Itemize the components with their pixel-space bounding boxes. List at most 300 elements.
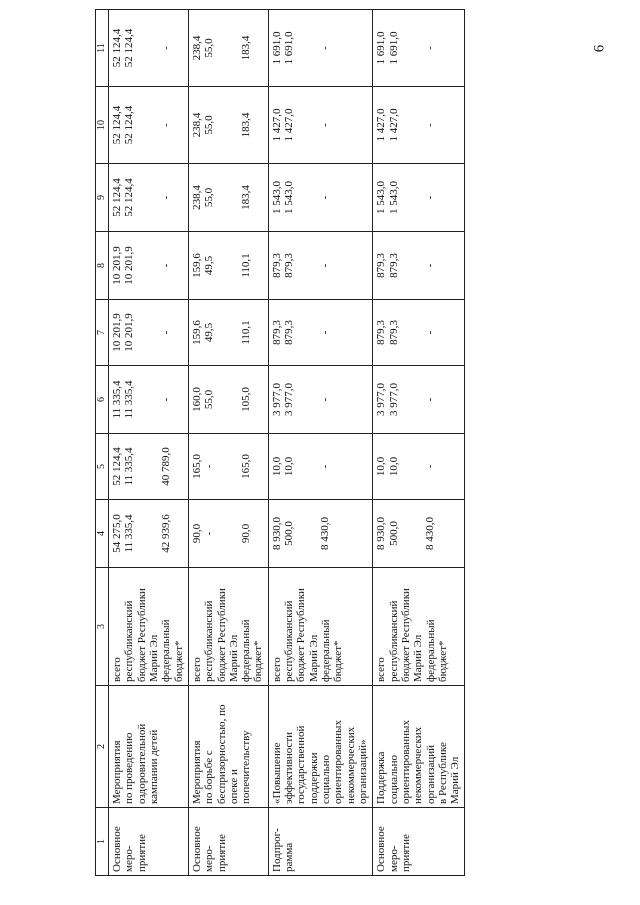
value: - xyxy=(423,123,436,127)
value: - xyxy=(423,46,436,50)
value-cell xyxy=(373,87,465,164)
row-type-cell xyxy=(373,808,465,876)
value: - xyxy=(159,330,172,335)
value: 3 977,0 xyxy=(375,383,388,416)
value-spacer xyxy=(412,437,424,496)
measure-name-line: Мероприятия xyxy=(190,740,203,804)
row-type-cell xyxy=(188,808,268,876)
row-type-line: приятие xyxy=(215,834,228,872)
value: - xyxy=(159,263,172,268)
funding-source-line: Марий Эл xyxy=(227,634,240,682)
value-spacer xyxy=(148,167,160,228)
value-spacer xyxy=(172,90,184,160)
value-cell xyxy=(109,366,189,434)
value-spacer xyxy=(172,167,184,228)
value-spacer xyxy=(172,235,184,296)
measure-name-cell xyxy=(188,686,268,808)
value-spacer xyxy=(252,235,264,296)
value: 1 427,0 xyxy=(283,108,296,142)
value-spacer xyxy=(136,13,148,83)
value: 49,5 xyxy=(203,322,216,343)
value: 1 427,0 xyxy=(375,108,388,142)
value-spacer xyxy=(148,437,160,496)
value: 10,0 xyxy=(375,456,388,477)
value-spacer xyxy=(136,437,148,496)
value-spacer xyxy=(412,90,424,160)
value: - xyxy=(319,397,332,402)
measure-name-line: по борьбе с xyxy=(203,750,216,804)
value-spacer xyxy=(295,167,307,228)
value-cell xyxy=(188,434,268,500)
column-number: 5 xyxy=(96,434,109,500)
row-type-line: Основное xyxy=(375,826,388,872)
value-spacer xyxy=(295,235,307,296)
value-cell xyxy=(268,300,373,366)
measure-name-line: в Республике xyxy=(436,742,449,804)
row-type-line: приятие xyxy=(399,834,412,872)
value-spacer xyxy=(148,235,160,296)
value-spacer xyxy=(412,235,424,296)
value: 238,4 xyxy=(190,185,203,210)
table-row xyxy=(373,10,465,876)
column-number: 6 xyxy=(96,366,109,434)
value-cell xyxy=(268,87,373,164)
value: 879,3 xyxy=(387,253,400,278)
measure-name-line: социально xyxy=(387,754,400,804)
value-spacer xyxy=(172,503,184,564)
value: 8 430,0 xyxy=(423,517,436,550)
value-spacer xyxy=(332,437,344,496)
value: 105,0 xyxy=(239,387,252,412)
funding-source-line: всего xyxy=(270,657,283,682)
value-cell xyxy=(373,300,465,366)
value: 165,0 xyxy=(239,454,252,479)
value-spacer xyxy=(228,503,240,564)
value: 3 977,0 xyxy=(270,383,283,416)
value-spacer xyxy=(228,369,240,430)
value: 1 427,0 xyxy=(270,108,283,142)
value-spacer xyxy=(295,90,307,160)
funding-source-line: бюджет* xyxy=(252,640,265,682)
column-number: 8 xyxy=(96,232,109,300)
value-cell xyxy=(109,10,189,87)
column-number-row xyxy=(96,10,109,876)
measure-name-line: «Повышение xyxy=(270,742,283,804)
value: 42 939,6 xyxy=(159,514,172,553)
funding-source-line: федеральный xyxy=(424,619,437,682)
measure-name-line: опеке и xyxy=(227,769,240,804)
value-spacer xyxy=(252,503,264,564)
value-spacer xyxy=(228,235,240,296)
value: - xyxy=(423,195,436,200)
value-spacer xyxy=(436,437,448,496)
value: 183,4 xyxy=(239,112,252,138)
measure-name-line: попечительству xyxy=(240,730,253,804)
value-spacer xyxy=(172,13,184,83)
value-spacer xyxy=(412,13,424,83)
value: 8 930,0 xyxy=(270,517,283,550)
value-spacer xyxy=(252,303,264,362)
value: 10,0 xyxy=(270,456,283,477)
value-spacer xyxy=(295,303,307,362)
value-spacer xyxy=(412,369,424,430)
funding-source-line: республиканский xyxy=(203,600,216,682)
value: - xyxy=(423,263,436,268)
funding-source-cell xyxy=(188,568,268,686)
value-spacer xyxy=(400,437,412,496)
rotated-table-container xyxy=(95,30,635,876)
value-cell xyxy=(188,500,268,568)
value-spacer xyxy=(136,167,148,228)
value-spacer xyxy=(148,503,160,564)
value: 1 691,0 xyxy=(387,31,400,65)
value: - xyxy=(319,330,332,335)
value-cell xyxy=(188,164,268,232)
value-spacer xyxy=(148,90,160,160)
value-spacer xyxy=(216,235,228,296)
measure-name-line: поддержки xyxy=(307,752,320,804)
value: 1 691,0 xyxy=(375,31,388,65)
value-spacer xyxy=(295,437,307,496)
measure-name-line: некоммерческих xyxy=(412,726,425,804)
column-number: 4 xyxy=(96,500,109,568)
value-cell xyxy=(268,500,373,568)
value: 1 543,0 xyxy=(283,181,296,214)
value-cell xyxy=(188,300,268,366)
measure-name-line: Поддержка xyxy=(375,751,388,804)
value: 879,3 xyxy=(375,253,388,278)
value: 110,1 xyxy=(239,320,252,345)
value-cell xyxy=(188,87,268,164)
value: 500,0 xyxy=(387,521,400,546)
funding-source-line: всего xyxy=(111,657,123,682)
value-cell xyxy=(188,366,268,434)
measure-name-line: эффективности xyxy=(283,731,296,804)
value-spacer xyxy=(412,503,424,564)
value-spacer xyxy=(400,503,412,564)
value: - xyxy=(319,46,332,50)
measure-name-cell xyxy=(268,686,373,808)
value: - xyxy=(423,397,436,402)
value: - xyxy=(159,123,172,127)
value-spacer xyxy=(400,303,412,362)
value-spacer xyxy=(436,303,448,362)
measure-name-line: некоммерческих xyxy=(344,726,357,804)
value-spacer xyxy=(307,13,319,83)
value: 8 930,0 xyxy=(375,517,388,550)
value: - xyxy=(159,195,172,200)
value-spacer xyxy=(332,13,344,83)
value: 52 124,4 xyxy=(111,105,123,145)
value-spacer xyxy=(307,235,319,296)
page-number: 6 xyxy=(591,44,608,53)
measure-name-line: беспризорностью, по xyxy=(215,704,228,804)
funding-source-line: бюджет* xyxy=(436,640,449,682)
value-cell xyxy=(109,164,189,232)
value-spacer xyxy=(216,167,228,228)
value: 11 335,4 xyxy=(123,447,136,486)
value-cell xyxy=(188,232,268,300)
value-spacer xyxy=(436,167,448,228)
value-spacer xyxy=(136,90,148,160)
row-type-cell xyxy=(109,808,189,876)
value: - xyxy=(423,330,436,335)
value-spacer xyxy=(332,369,344,430)
value: 11 335,4 xyxy=(123,514,136,553)
value: 1 427,0 xyxy=(387,108,400,142)
value: 879,3 xyxy=(375,320,388,345)
funding-source-line: бюджет Республики xyxy=(215,588,228,682)
value: 90,0 xyxy=(190,523,203,544)
measure-name-line: организаций xyxy=(424,744,437,804)
value: - xyxy=(159,46,172,50)
value-spacer xyxy=(228,303,240,362)
value-cell xyxy=(373,366,465,434)
value-spacer xyxy=(400,369,412,430)
funding-source-line: республиканский xyxy=(283,600,296,682)
value: 3 977,0 xyxy=(387,383,400,416)
value-spacer xyxy=(332,303,344,362)
value: - xyxy=(423,464,436,469)
column-number: 10 xyxy=(96,87,109,164)
value-cell xyxy=(373,232,465,300)
value: 40 789,0 xyxy=(159,447,172,486)
column-number: 3 xyxy=(96,568,109,686)
value: 55,0 xyxy=(203,187,216,208)
value: 90,0 xyxy=(239,523,252,544)
funding-source-line: Марий Эл xyxy=(147,634,160,682)
row-type-line: Основное xyxy=(111,826,123,872)
measure-name-line: ориентированных xyxy=(332,720,345,804)
column-number: 2 xyxy=(96,686,109,808)
value-spacer xyxy=(148,369,160,430)
value-spacer xyxy=(252,167,264,228)
value: 55,0 xyxy=(203,115,216,135)
value-spacer xyxy=(332,167,344,228)
funding-source-line: федеральный xyxy=(320,619,332,682)
value-spacer xyxy=(252,369,264,430)
value: 160,0 xyxy=(190,387,203,412)
value-spacer xyxy=(400,13,412,83)
value: 238,4 xyxy=(190,112,203,138)
value-spacer xyxy=(307,90,319,160)
funding-source-cell xyxy=(109,568,189,686)
value: 183,4 xyxy=(239,185,252,210)
value: - xyxy=(203,464,216,469)
value-spacer xyxy=(400,167,412,228)
measure-name-line: социально xyxy=(320,754,332,804)
value: 54 275,0 xyxy=(111,514,123,553)
value-spacer xyxy=(436,90,448,160)
funding-source-line: республиканский xyxy=(123,600,136,682)
value-spacer xyxy=(332,235,344,296)
value: 52 124,4 xyxy=(111,447,123,486)
value-spacer xyxy=(216,369,228,430)
value: 879,3 xyxy=(387,320,400,345)
value-spacer xyxy=(136,369,148,430)
measure-name-line: государственной xyxy=(295,725,308,804)
value-cell xyxy=(268,232,373,300)
value-spacer xyxy=(216,13,228,83)
value: 55,0 xyxy=(203,389,216,410)
value-spacer xyxy=(172,369,184,430)
row-type-line: рамма xyxy=(283,842,296,872)
column-number: 7 xyxy=(96,300,109,366)
value-cell xyxy=(109,87,189,164)
measure-name-line: оздоровительной xyxy=(135,723,148,804)
row-type-line: Подпрог- xyxy=(270,828,283,872)
value-cell xyxy=(373,164,465,232)
value-cell xyxy=(373,10,465,87)
column-number: 9 xyxy=(96,164,109,232)
value-spacer xyxy=(332,90,344,160)
value: 11 335,4 xyxy=(123,380,136,419)
funding-source-line: всего xyxy=(190,657,203,682)
measure-name-line: Мероприятия xyxy=(111,740,123,804)
value: 1 543,0 xyxy=(375,181,388,214)
table-body xyxy=(109,10,465,876)
value-cell xyxy=(109,232,189,300)
value: 183,4 xyxy=(239,35,252,61)
value: 52 124,4 xyxy=(111,28,123,68)
value: 238,4 xyxy=(190,35,203,61)
row-type-line: Основное xyxy=(190,826,203,872)
value-spacer xyxy=(295,503,307,564)
value-spacer xyxy=(228,13,240,83)
value-spacer xyxy=(307,503,319,564)
value: 52 124,4 xyxy=(123,105,136,145)
value-spacer xyxy=(172,437,184,496)
value-spacer xyxy=(436,369,448,430)
value-spacer xyxy=(136,503,148,564)
funding-source-line: бюджет* xyxy=(172,640,185,682)
funding-source-line: бюджет Республики xyxy=(399,588,412,682)
funding-source-line: Марий Эл xyxy=(412,634,425,682)
funding-source-line: федеральный xyxy=(160,619,173,682)
value: 879,3 xyxy=(283,253,296,278)
value-spacer xyxy=(436,13,448,83)
funding-source-cell xyxy=(373,568,465,686)
value-cell xyxy=(188,10,268,87)
value-spacer xyxy=(136,303,148,362)
value-spacer xyxy=(148,13,160,83)
value-spacer xyxy=(295,13,307,83)
value: 159,6 xyxy=(190,253,203,278)
measure-name-line: Марий Эл xyxy=(449,756,462,804)
value: 52 124,4 xyxy=(123,28,136,68)
value-cell xyxy=(268,434,373,500)
row-type-line: меро- xyxy=(123,845,136,872)
value: 10 201,9 xyxy=(123,313,136,352)
value: 165,0 xyxy=(190,454,203,479)
funding-source-line: всего xyxy=(375,657,388,682)
value-spacer xyxy=(136,235,148,296)
value: 52 124,4 xyxy=(123,178,136,217)
table-row xyxy=(188,10,268,876)
value-spacer xyxy=(148,303,160,362)
value: 52 124,4 xyxy=(111,178,123,217)
funding-source-line: бюджет Республики xyxy=(135,588,148,682)
value-spacer xyxy=(332,503,344,564)
value: 49,5 xyxy=(203,255,216,276)
value-cell xyxy=(109,500,189,568)
value: 11 335,4 xyxy=(111,380,123,419)
value-spacer xyxy=(307,167,319,228)
value-spacer xyxy=(436,235,448,296)
value: 879,3 xyxy=(270,253,283,278)
value-spacer xyxy=(295,369,307,430)
value: 879,3 xyxy=(283,320,296,345)
row-type-cell xyxy=(268,808,373,876)
value: 8 430,0 xyxy=(319,517,332,550)
value-spacer xyxy=(412,303,424,362)
funding-source-line: бюджет* xyxy=(332,640,345,682)
value-cell xyxy=(373,434,465,500)
measure-name-line: по проведению xyxy=(123,732,136,804)
funding-source-line: бюджет Республики xyxy=(295,588,308,682)
table-row xyxy=(268,10,373,876)
value: - xyxy=(159,397,172,402)
value-spacer xyxy=(228,437,240,496)
row-type-line: меро- xyxy=(387,845,400,872)
value: 159,6 xyxy=(190,320,203,345)
table-row xyxy=(109,10,189,876)
value: 3 977,0 xyxy=(283,383,296,416)
value: 10,0 xyxy=(387,456,400,477)
value: 110,1 xyxy=(239,253,252,278)
row-type-line: меро- xyxy=(203,845,216,872)
value-spacer xyxy=(228,167,240,228)
value-spacer xyxy=(307,437,319,496)
funding-source-line: республиканский xyxy=(387,600,400,682)
value: 500,0 xyxy=(283,521,296,546)
measure-name-cell xyxy=(373,686,465,808)
value-cell xyxy=(268,10,373,87)
value-spacer xyxy=(307,369,319,430)
value-spacer xyxy=(216,303,228,362)
column-number: 11 xyxy=(96,10,109,87)
measure-name-line: кампании детей xyxy=(147,729,160,804)
value-cell xyxy=(373,500,465,568)
value: - xyxy=(319,263,332,268)
value: - xyxy=(319,464,332,469)
measure-name-line: организаций» xyxy=(356,739,369,804)
value-spacer xyxy=(252,90,264,160)
value-spacer xyxy=(228,90,240,160)
value-cell xyxy=(109,434,189,500)
value: 1 691,0 xyxy=(270,31,283,65)
value-spacer xyxy=(436,503,448,564)
measure-name-line: ориентированных xyxy=(399,720,412,804)
value-spacer xyxy=(216,503,228,564)
value-spacer xyxy=(307,303,319,362)
value-spacer xyxy=(400,90,412,160)
funding-source-line: Марий Эл xyxy=(307,634,320,682)
value-spacer xyxy=(400,235,412,296)
value: 1 691,0 xyxy=(283,31,296,65)
value-spacer xyxy=(412,167,424,228)
column-number: 1 xyxy=(96,808,109,876)
value: - xyxy=(319,123,332,127)
measure-name-cell xyxy=(109,686,189,808)
value: 10 201,9 xyxy=(111,246,123,285)
value: - xyxy=(203,531,216,536)
value-spacer xyxy=(252,13,264,83)
value-cell xyxy=(268,164,373,232)
value: 10 201,9 xyxy=(123,246,136,285)
value-spacer xyxy=(216,437,228,496)
funding-source-line: федеральный xyxy=(240,619,253,682)
